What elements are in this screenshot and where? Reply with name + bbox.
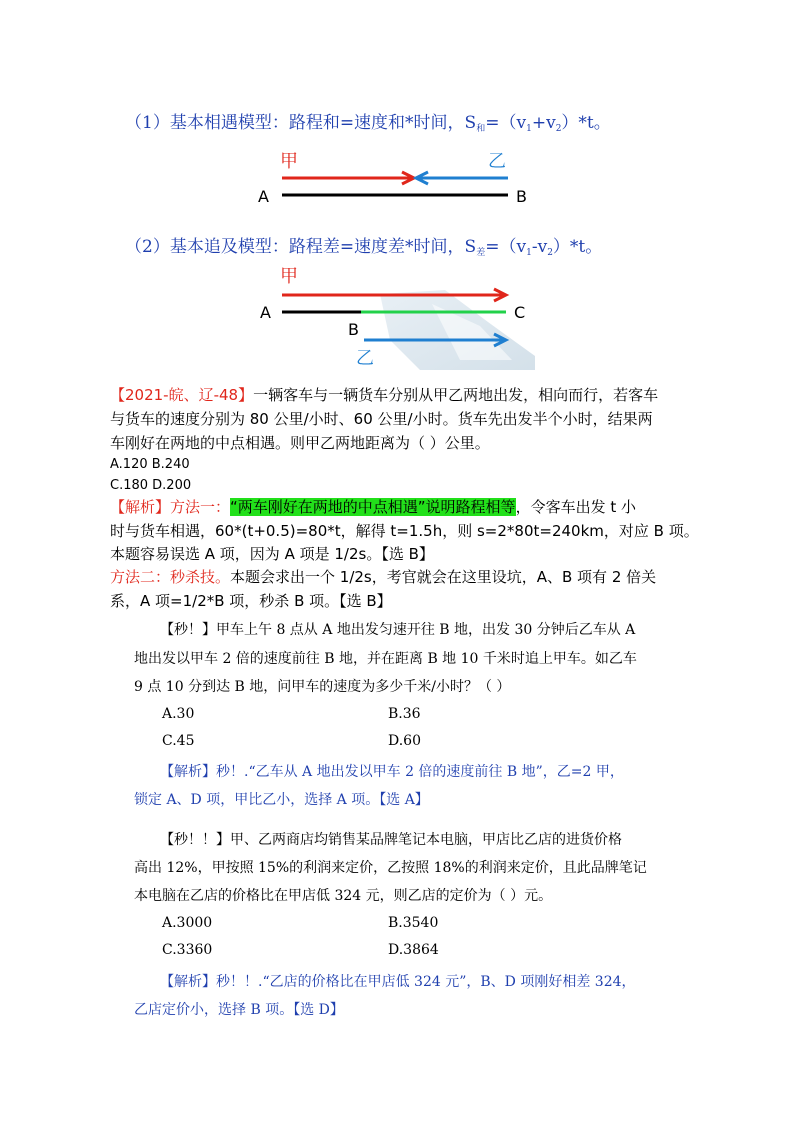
q3-line3: 本电脑在乙店的价格比在甲店低 324 元，则乙店的定价为（ ）元。 [134,888,553,904]
q2-option-a: A.30 [162,706,195,722]
q1-highlight: “两车刚好在两地的中点相遇”说明路程相等 [230,498,516,516]
diagram2-label-yi: 乙 [356,348,374,369]
q2-line1: 【秒！】甲车上午 8 点从 A 地出发匀速开往 B 地，出发 30 分钟后乙车从 A [160,622,636,638]
q3-line1: 【秒！！】甲、乙两商店均销售某品牌笔记本电脑，甲店比乙店的进货价格 [160,832,622,848]
q3-option-d: D.3864 [388,942,439,958]
q1-line1: 【2021-皖、辽-48】一辆客车与一辆货车分别从甲乙两地出发，相向而行，若客车 [110,386,659,404]
q3-option-b: B.3540 [388,915,439,931]
q3-analysis-line2: 乙店定价小，选择 B 项。【选 D】 [134,1002,344,1018]
q1-method2-tag: 方法二：秒杀技。 [110,568,231,586]
model1-heading: （1）基本相遇模型：路程和=速度和*时间，$S_和=(v_1+v_2)*t$。 [125,113,611,134]
q2-option-b: B.36 [388,706,421,722]
q1-line3: 车刚好在两地的中点相遇。则甲乙两地距离为（ ）公里。 [110,434,490,452]
diagram2-point-b: B [348,320,359,339]
meeting-diagram [250,145,540,215]
q2-line3: 9 点 10 分到达 B 地，问甲车的速度为多少千米/小时？（ ） [134,679,511,695]
q3-line2: 高出 12%，甲按照 15%的利润来定价，乙按照 18%的利润来定价，且此品牌笔记 [134,860,647,876]
q1-options-cd: C.180 D.200 [110,478,192,493]
q1-analysis-tag: 【解析】方法一： [110,498,231,516]
q1-line2: 与货车的速度分别为 80 公里/小时、60 公里/小时。货车先出发半个小时，结果两 [110,410,653,428]
q1-analysis-line2: 时与货车相遇，60*(t+0.5)=80*t，解得 t=1.5h，则 s=2*80t=240km，对应 B 项。 [110,522,699,540]
q1-method2-line1: 方法二：秒杀技。本题会求出一个 1/2s，考官就会在这里设坑，A、B 项有 2 倍关 [110,568,657,586]
q2-line2: 地出发以甲车 2 倍的速度前往 B 地，并在距离 B 地 10 千米时追上甲车。如乙车 [134,651,637,667]
q3-option-c: C.3360 [162,942,213,958]
diagram2-point-c: C [514,303,526,322]
diagram1-label-yi: 乙 [488,151,506,172]
q3-option-a: A.3000 [162,915,213,931]
model2-heading: （2）基本追及模型：路程差=速度差*时间，$S_差=(v_1-v_2)*t$。 [125,237,603,258]
diagram1-label-jia: 甲 [280,151,298,172]
diagram1-point-a: A [258,187,269,206]
q2-analysis-line1: 【解析】秒！.“乙车从 A 地出发以甲车 2 倍的速度前往 B 地”，乙=2 甲， [160,764,624,780]
diagram2-label-jia: 甲 [280,266,298,287]
q1-analysis-line3: 本题容易误选 A 项，因为 A 项是 1/2s。【选 B】 [110,545,434,563]
chase-diagram [250,260,545,372]
diagram1-point-b: B [516,187,527,206]
q1-analysis-line1: 【解析】方法一：“两车刚好在两地的中点相遇”说明路程相等，令客车出发 t 小 [110,498,636,516]
q2-analysis-line2: 锁定 A、D 项，甲比乙小，选择 A 项。【选 A】 [134,792,429,808]
q3-analysis-line1: 【解析】秒！！.“乙店的价格比在甲店低 324 元”，B、D 项刚好相差 324， [160,974,636,990]
q1-tag: 【2021-皖、辽-48】 [110,386,254,404]
q1-options-ab: A.120 B.240 [110,457,190,472]
diagram2-point-a: A [260,303,271,322]
q1-method2-line2: 系，A 项=1/2*B 项，秒杀 B 项。【选 B】 [110,592,392,610]
q2-option-c: C.45 [162,733,195,749]
q2-option-d: D.60 [388,733,421,749]
